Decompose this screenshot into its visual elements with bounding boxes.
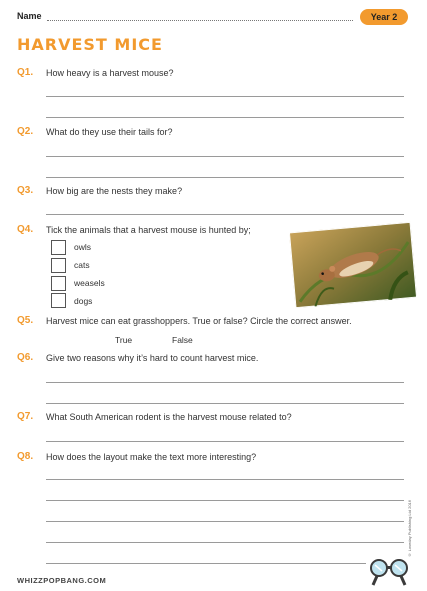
checkbox-cats[interactable] [51,258,66,273]
true-option[interactable]: True [115,335,133,345]
false-option[interactable]: False [172,335,193,345]
q8-text: How does the layout make the text more interesting? [46,452,257,462]
q6-answer-line[interactable] [46,403,404,404]
worksheet-title: HARVEST MICE [17,35,163,54]
option-label-cats: cats [74,260,90,270]
q1-answer-line[interactable] [46,117,404,118]
q3-answer-line[interactable] [46,214,404,215]
checkbox-weasels[interactable] [51,276,66,291]
binoculars-icon [369,556,409,586]
q8-answer-line[interactable] [46,521,404,522]
q1-number: Q1. [17,67,34,78]
q8-answer-line[interactable] [46,479,404,480]
q4-number: Q4. [17,224,34,235]
q6-number: Q6. [17,352,34,363]
q5-number: Q5. [17,315,34,326]
option-label-dogs: dogs [74,296,93,306]
q7-number: Q7. [17,411,34,422]
q1-text: How heavy is a harvest mouse? [46,68,174,78]
q3-text: How big are the nests they make? [46,186,183,196]
name-line[interactable] [47,20,353,21]
q2-number: Q2. [17,126,34,137]
q1-answer-line[interactable] [46,96,404,97]
copyright-text: © Loveday Publishing Ltd 2016 [407,500,412,558]
q8-number: Q8. [17,451,34,462]
year-badge: Year 2 [360,9,408,25]
option-label-owls: owls [74,242,92,252]
footer-site: WHIZZPOPBANG.COM [17,576,107,585]
q2-answer-line[interactable] [46,156,404,157]
q7-text: What South American rodent is the harvest mouse related to? [46,412,292,422]
q8-answer-line[interactable] [46,500,404,501]
option-label-weasels: weasels [74,278,105,288]
q8-answer-line[interactable] [46,563,366,564]
harvest-mouse-photo [289,222,417,308]
q5-text: Harvest mice can eat grasshoppers. True or false? Circle the correct answer. [46,316,352,326]
q2-answer-line[interactable] [46,177,404,178]
q7-answer-line[interactable] [46,441,404,442]
q3-number: Q3. [17,185,34,196]
q2-text: What do they use their tails for? [46,127,173,137]
name-label: Name [17,11,42,21]
q6-answer-line[interactable] [46,382,404,383]
checkbox-dogs[interactable] [51,293,66,308]
q6-text: Give two reasons why it’s hard to count harvest mice. [46,353,259,363]
q8-answer-line[interactable] [46,542,404,543]
q4-text: Tick the animals that a harvest mouse is hunted by; [46,225,251,235]
checkbox-owls[interactable] [51,240,66,255]
